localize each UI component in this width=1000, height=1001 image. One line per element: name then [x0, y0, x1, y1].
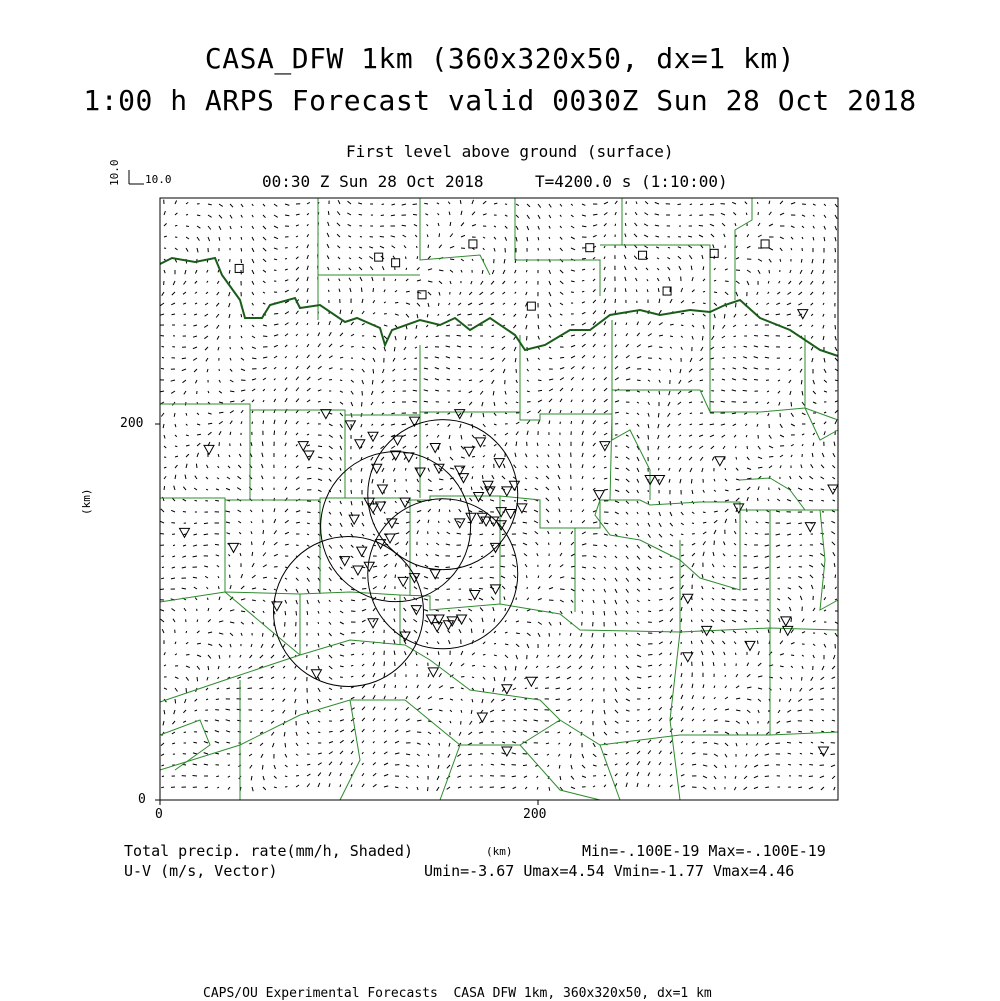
- station-triangle: [477, 713, 487, 722]
- y-axis-unit: (km): [80, 488, 93, 515]
- x-axis-unit: (km): [486, 845, 513, 858]
- shaded-field-stats: Min=-.100E-19 Max=-.100E-19: [582, 842, 826, 860]
- county-line: [160, 720, 210, 770]
- county-line: [160, 390, 838, 420]
- station-square: [235, 264, 243, 272]
- station-triangle: [819, 747, 829, 756]
- station-triangle: [783, 626, 793, 635]
- shaded-field-label: Total precip. rate(mm/h, Shaded): [124, 842, 413, 860]
- station-triangle: [321, 410, 331, 419]
- wind-vectors: [160, 200, 838, 792]
- ref-vector-y-label: 10.0: [108, 159, 121, 186]
- station-triangle: [502, 487, 512, 496]
- wind-vector-field: [160, 200, 838, 792]
- county-line: [520, 745, 600, 800]
- station-triangle: [349, 515, 359, 524]
- station-triangle: [805, 523, 815, 532]
- title-line-1: CASA_DFW 1km (360x320x50, dx=1 km): [204, 42, 796, 75]
- county-line: [680, 502, 740, 590]
- station-triangle: [464, 447, 474, 456]
- county-line: [770, 510, 838, 735]
- title-line-2: 1:00 h ARPS Forecast valid 0030Z Sun 28 Oct 2018: [83, 84, 917, 117]
- county-line: [740, 478, 805, 510]
- vector-field-stats: Umin=-3.67 Umax=4.54 Vmin=-1.77 Vmax=4.46: [424, 862, 795, 880]
- station-triangle: [781, 617, 791, 626]
- station-triangle: [345, 421, 355, 430]
- station-triangle: [357, 547, 367, 556]
- station-triangle: [655, 476, 665, 485]
- valid-time: 00:30 Z Sun 28 Oct 2018: [262, 172, 484, 191]
- station-triangle: [502, 747, 512, 756]
- station-square: [761, 240, 769, 248]
- level-label: First level above ground (surface): [346, 142, 674, 161]
- station-triangle: [368, 432, 378, 441]
- county-line: [440, 745, 460, 800]
- station-triangle: [298, 442, 308, 451]
- county-line: [600, 245, 710, 300]
- radar-ring: [368, 420, 518, 570]
- station-triangle: [594, 491, 604, 500]
- station-triangle: [491, 585, 501, 594]
- station-square: [639, 251, 647, 259]
- station-triangle: [428, 668, 438, 677]
- station-triangle: [353, 566, 363, 575]
- station-triangle: [683, 594, 693, 603]
- station-triangle: [734, 504, 744, 513]
- radar-ring: [368, 499, 518, 649]
- county-line: [340, 700, 360, 800]
- ref-vector-x-label: 10.0: [145, 173, 172, 186]
- station-triangle: [455, 519, 465, 528]
- county-line: [735, 198, 752, 300]
- station-triangle: [398, 577, 408, 586]
- station-triangle: [368, 619, 378, 628]
- county-line: [160, 592, 838, 632]
- station-triangle: [432, 623, 442, 632]
- footer-credit: CAPS/OU Experimental Forecasts CASA DFW 1km, 360x320x50, dx=1 km: [203, 986, 712, 1001]
- river-line: [160, 258, 838, 356]
- county-line: [820, 510, 838, 610]
- station-triangle: [364, 562, 374, 571]
- y-tick-200: 200: [120, 416, 144, 431]
- county-line: [595, 500, 680, 560]
- county-line: [805, 408, 838, 440]
- station-triangle: [377, 485, 387, 494]
- station-triangle: [204, 445, 214, 454]
- county-line: [515, 198, 600, 296]
- model-time: T=4200.0 s (1:10:00): [535, 172, 728, 191]
- axis-ticks: [155, 424, 538, 805]
- vector-field-label: U-V (m/s, Vector): [124, 862, 278, 880]
- county-line: [420, 198, 490, 275]
- radar-ring: [321, 452, 471, 602]
- station-square: [527, 302, 535, 310]
- station-triangle: [304, 451, 314, 460]
- station-triangle: [391, 451, 401, 460]
- station-square: [418, 291, 426, 299]
- station-triangle: [683, 653, 693, 662]
- station-triangle: [483, 481, 493, 490]
- station-triangle: [494, 459, 504, 468]
- station-triangle: [355, 440, 365, 449]
- x-tick-0: 0: [155, 807, 163, 822]
- y-tick-0: 0: [138, 792, 146, 807]
- station-triangle: [526, 677, 536, 686]
- x-tick-200: 200: [523, 807, 547, 822]
- station-square: [392, 259, 400, 267]
- station-triangle: [180, 528, 190, 537]
- station-triangle: [477, 513, 487, 522]
- station-triangle: [715, 457, 725, 466]
- station-triangle: [470, 591, 480, 600]
- station-square: [469, 240, 477, 248]
- station-triangle: [385, 534, 395, 543]
- county-line: [670, 540, 680, 800]
- county-line: [610, 320, 612, 500]
- station-triangle: [798, 310, 808, 319]
- station-triangle: [466, 513, 476, 522]
- station-square: [586, 244, 594, 252]
